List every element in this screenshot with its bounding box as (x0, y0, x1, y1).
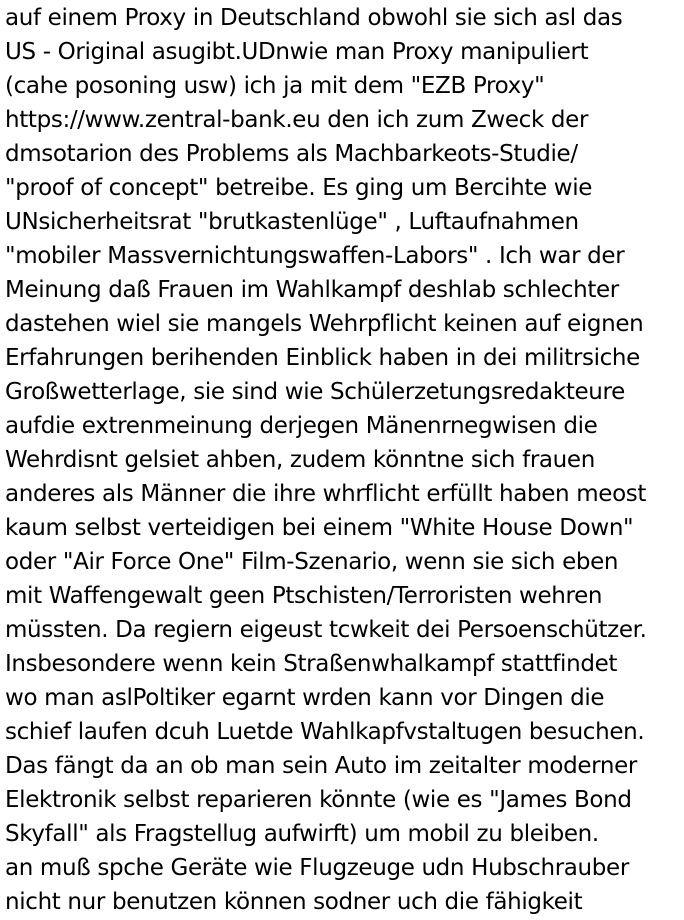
document-text (5, 1, 684, 919)
text-line: Das fängt da an ob man sein Auto im zeitalter moderner (5, 753, 637, 779)
text-line: Skyfall" als Fragstellug aufwirft) um mobil zu bleiben. (5, 821, 599, 847)
text-line: aufdie extrenmeinung derjegen Mänenrnegwisen die (5, 413, 598, 439)
text-line: (cahe posoning usw) ich ja mit dem "EZB Proxy" (5, 73, 545, 99)
text-line: Elektronik selbst reparieren könnte (wie es "James Bond (5, 787, 632, 813)
text-line: schief laufen dcuh Luetde Wahlkapfvstaltugen besuchen. (5, 719, 645, 745)
text-line: Erfahrungen berihenden Einblick haben in dei militrsiche (5, 345, 640, 371)
text-line: "mobiler Massvernichtungswaffen-Labors" . Ich war der (5, 243, 625, 269)
text-line: an muß spche Geräte wie Flugzeuge udn Hubschrauber (5, 855, 629, 881)
text-line: "proof of concept" betreibe. Es ging um Bercihte wie (5, 175, 593, 201)
text-line: Großwetterlage, sie sind wie Schülerzetungsredakteure (5, 379, 625, 405)
text-line: mit Waffengewalt geen Ptschisten/Terroristen wehren (5, 583, 603, 609)
text-line: nicht nur benutzen können sodner uch die fähigkeit (5, 889, 583, 915)
text-line: oder "Air Force One" Film-Szenario, wenn sie sich eben (5, 549, 619, 575)
text-line: US - Original asugibt.UDnwie man Proxy manipuliert (5, 39, 589, 65)
text-line: anderes als Männer die ihre whrflicht erfüllt haben meost (5, 481, 647, 507)
text-line: Insbesondere wenn kein Straßenwhalkampf stattfindet (5, 651, 618, 677)
text-line: UNsicherheitsrat "brutkastenlüge" , Luftaufnahmen (5, 209, 579, 235)
text-line: dmsotarion des Problems als Machbarkeots-Studie/ (5, 141, 578, 167)
text-line: wo man aslPoltiker egarnt wrden kann vor Dingen die (5, 685, 605, 711)
text-line: auf einem Proxy in Deutschland obwohl sie sich asl das (5, 5, 623, 31)
text-line: kaum selbst verteidigen bei einem "White House Down" (5, 515, 634, 541)
text-line: Meinung daß Frauen im Wahlkampf deshlab schlechter (5, 277, 619, 303)
text-line: Wehrdisnt gelsiet ahben, zudem könntne sich frauen (5, 447, 595, 473)
text-line: müssten. Da regiern eigeust tcwkeit dei Persoenschützer. (5, 617, 647, 643)
text-line: dastehen wiel sie mangels Wehrpflicht keinen auf eignen (5, 311, 644, 337)
text-line: https://www.zentral-bank.eu den ich zum Zweck der (5, 107, 589, 133)
